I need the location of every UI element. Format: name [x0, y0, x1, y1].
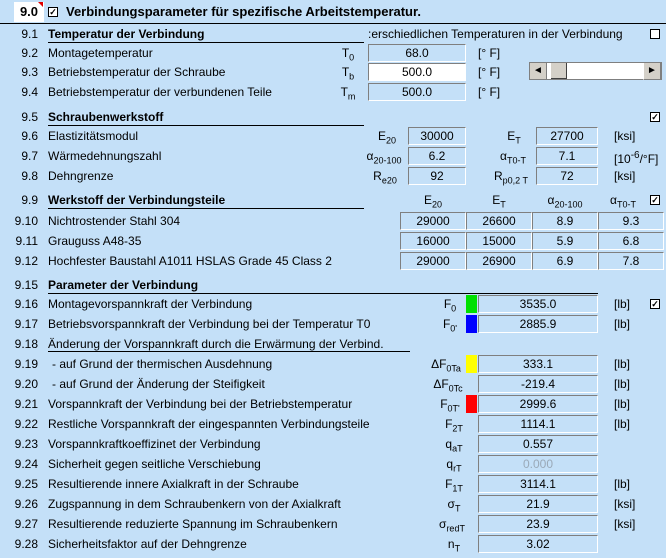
unit-label: [° F] [478, 65, 501, 79]
symbol-sub: 20-100 [373, 155, 402, 166]
column-sub: 20 [432, 199, 443, 210]
curve-color-blue-marker [466, 315, 477, 333]
symbol-sub: p0,2 T [502, 175, 529, 186]
column-sub: T [500, 199, 506, 210]
operating-preload-t0-value: 2885.9 [478, 315, 598, 333]
row-number: 9.2 [21, 46, 38, 60]
table-row [0, 211, 666, 231]
row-number: 9.28 [14, 537, 38, 551]
symbol-sub: rT [453, 463, 462, 474]
table-row [0, 251, 666, 271]
unit-label: [lb] [614, 477, 631, 491]
row-number: 9.24 [14, 457, 38, 471]
section-label-parts-material: Werkstoff der Verbindungsteile [48, 193, 226, 207]
tensile-stress-value: 21.9 [478, 495, 598, 513]
symbol-main: T [340, 85, 348, 99]
yield-strength-rp02t-value: 72 [536, 167, 598, 185]
symbol-main: α [366, 149, 374, 163]
row-number: 9.3 [21, 65, 38, 79]
column-symbol: α [547, 193, 555, 207]
row-9-9 [0, 190, 666, 210]
row-number: 9.17 [14, 317, 38, 331]
row-9-25 [0, 474, 666, 494]
symbol-main: ΔF [433, 377, 449, 391]
slider-left-arrow-icon[interactable]: ◄ [530, 63, 547, 80]
row-9-27 [0, 514, 666, 534]
tensile-stress-label: Zugspannung in dem Schraubenkern von der Axialkraft [48, 497, 341, 511]
unit-label: [° F] [478, 46, 501, 60]
row-9-16 [0, 294, 666, 314]
symbol-sub: 1T [452, 483, 463, 494]
symbol-main: E [507, 129, 516, 143]
residual-preload-label: Restliche Vorspannkraft der eingespannten Verbindungsteile [48, 417, 370, 431]
row-number: 9.23 [14, 437, 38, 451]
unit-label: [lb] [614, 357, 631, 371]
material-alpha-20-100: 5.9 [532, 232, 598, 250]
row-9-19 [0, 354, 666, 374]
row-number: 9.10 [14, 214, 38, 228]
material-et: 15000 [466, 232, 532, 250]
symbol-main: R [493, 169, 503, 183]
row-number: 9.25 [14, 477, 38, 491]
symbol-sub: 0Ta [446, 363, 461, 374]
material-name: Nichtrostender Stahl 304 [48, 214, 181, 228]
section-header [0, 0, 666, 24]
row-9-1 [0, 24, 666, 44]
row-9-21 [0, 394, 666, 414]
thermal-expansion-t0-t-value: 7.1 [536, 147, 598, 165]
material-et: 26600 [466, 212, 532, 230]
thermal-expansion-change-label: - auf Grund der thermischen Ausdehnung [52, 357, 273, 371]
row-9-17 [0, 314, 666, 334]
symbol-sub: T [515, 135, 521, 146]
row-number: 9.22 [14, 417, 38, 431]
parts-material-checkbox[interactable]: ✓ [651, 195, 659, 205]
symbol-sub: 0Tc [448, 383, 463, 394]
comment-indicator-icon [38, 2, 43, 7]
unit-label: [ksi] [614, 169, 636, 183]
row-9-28 [0, 534, 666, 554]
unit-label: [lb] [614, 317, 631, 331]
symbol-rp02t [486, 166, 536, 190]
symbol-main: F [442, 317, 451, 331]
symbol-main: ΔF [431, 357, 447, 371]
symbol-main: σ [439, 517, 447, 531]
material-name: Hochfester Baustahl A1011 HSLAS Grade 45 Class 2 [48, 254, 332, 268]
unit-label: [lb] [614, 377, 631, 391]
section-label-joint-parameters: Parameter der Verbindung [48, 278, 199, 292]
symbol-re20 [362, 166, 408, 190]
curve-color-yellow-marker [466, 355, 477, 373]
assembly-temperature-label: Montagetemperatur [48, 46, 153, 60]
yield-strength-label: Dehngrenze [48, 169, 114, 183]
different-temperatures-checkbox[interactable] [650, 29, 660, 39]
parts-operating-temperature-value: 500.0 [368, 83, 466, 101]
unit-label: [ksi] [614, 517, 636, 531]
preload-coefficient-value: 0.557 [478, 435, 598, 453]
column-sub: 20-100 [554, 199, 583, 210]
column-sub: T0-T [616, 199, 636, 210]
curve-color-green-marker [466, 295, 477, 313]
symbol-main: σ [447, 497, 455, 511]
symbol-main: R [373, 169, 382, 183]
thermal-expansion-label: Wärmedehnungszahl [48, 149, 162, 163]
symbol-sub: m [347, 91, 356, 102]
row-9-23 [0, 434, 666, 454]
preload-coefficient-label: Vorspannkraftkoeffizinet der Verbindung [48, 437, 261, 451]
unit-prefix: [10 [614, 152, 631, 166]
row-9-26 [0, 494, 666, 514]
symbol-sub: 0 [349, 52, 355, 63]
heading-underline [48, 351, 410, 352]
material-alpha-20-100: 8.9 [532, 212, 598, 230]
row-9-7 [0, 146, 666, 166]
column-symbol: E [423, 193, 432, 207]
preload-change-heading: Änderung der Vorspannkraft durch die Erwärmung der Verbind. [48, 337, 384, 351]
section-label-temperature: Temperatur der Verbindung [48, 27, 205, 41]
row-number: 9.12 [14, 254, 38, 268]
symbol-sub: 2T [452, 423, 463, 434]
stiffness-change-value: -219.4 [478, 375, 598, 393]
symbol-sub: aT [452, 443, 463, 454]
yield-safety-factor-label: Sicherheitsfaktor auf der Dehngrenze [48, 537, 247, 551]
elastic-modulus-et-value: 27700 [536, 127, 598, 145]
row-9-5 [0, 107, 666, 127]
column-symbol: α [610, 193, 617, 207]
row-number: 9.4 [21, 85, 38, 99]
symbol-sub: redT [446, 523, 465, 534]
assembly-preload-checkbox[interactable]: ✓ [651, 299, 659, 309]
symbol-sub: T [454, 543, 461, 554]
symbol-main: E [377, 129, 386, 143]
row-number: 9.15 [14, 278, 38, 292]
lateral-slip-safety-label: Sicherheit gegen seitliche Verschiebung [48, 457, 261, 471]
row-number: 9.16 [14, 297, 38, 311]
thermal-expansion-change-value: 333.1 [478, 355, 598, 373]
symbol-tm [330, 82, 366, 106]
row-9-20 [0, 374, 666, 394]
material-alpha-20-100: 6.9 [532, 252, 598, 270]
assembly-preload-value: 3535.0 [478, 295, 598, 313]
section-label-bolt-material: Schraubenwerkstoff [48, 110, 164, 124]
curve-color-red-marker [466, 395, 477, 413]
symbol-main: n [447, 537, 455, 551]
row-number: 9.8 [21, 169, 38, 183]
material-alpha-t0-t: 7.8 [598, 252, 664, 270]
unit-suffix: /°F] [639, 152, 659, 166]
elastic-modulus-label: Elastizitätsmodul [48, 129, 139, 143]
row-9-24 [0, 454, 666, 474]
row-number: 9.11 [15, 234, 38, 248]
row-number: 9.19 [14, 357, 38, 371]
symbol-main: F [440, 397, 448, 411]
assembly-temperature-value: 68.0 [368, 44, 466, 62]
unit-label: [lb] [614, 297, 631, 311]
symbol-sub: T [454, 503, 461, 514]
row-9-15 [0, 275, 666, 295]
material-e20: 16000 [400, 232, 466, 250]
symbol-sub: T0-T [506, 155, 526, 166]
symbol-nt [436, 534, 472, 558]
slider-right-arrow-icon[interactable]: ► [643, 63, 661, 80]
symbol-sub: b [349, 71, 355, 82]
unit-label: [lb] [614, 397, 631, 411]
symbol-main: T [341, 65, 350, 79]
row-number: 9.7 [21, 149, 38, 163]
unit-exponent: -6 [630, 150, 640, 161]
yield-strength-re20-value: 92 [408, 167, 466, 185]
bolt-operating-temperature-input[interactable]: 500.0 [368, 63, 466, 81]
residual-preload-value: 1114.1 [478, 415, 598, 433]
temperature-slider[interactable] [529, 62, 662, 80]
material-et: 26900 [466, 252, 532, 270]
bolt-operating-temperature-label: Betriebstemperatur der Schraube [48, 65, 226, 79]
symbol-sub: 20 [386, 135, 397, 146]
section-underline [48, 208, 364, 209]
assembly-preload-label: Montagevorspannkraft der Verbindung [48, 297, 253, 311]
operating-preload-label: Vorspannkraft der Verbindung bei der Betriebstemperatur [48, 397, 353, 411]
row-number: 9.6 [21, 129, 38, 143]
thermal-expansion-20-100-value: 6.2 [408, 147, 466, 165]
resultant-axial-force-label: Resultierende innere Axialkraft in der Schraube [48, 477, 299, 491]
row-9-6 [0, 126, 666, 146]
parts-operating-temperature-label: Betriebstemperatur der verbundenen Teile [48, 85, 272, 99]
material-name: Grauguss A48-35 [48, 234, 142, 248]
row-number: 9.20 [14, 377, 38, 391]
symbol-main: q [446, 457, 454, 471]
unit-label: [° F] [478, 85, 501, 99]
symbol-main: F [443, 297, 452, 311]
material-alpha-t0-t: 6.8 [598, 232, 664, 250]
material-alpha-t0-t: 9.3 [598, 212, 664, 230]
symbol-sub: 0 [451, 303, 457, 314]
reduced-stress-label: Resultierende reduzierte Spannung im Schraubenkern [48, 517, 338, 531]
symbol-main: T [341, 46, 350, 60]
section-number: 9.0 [14, 2, 44, 22]
symbol-sub: e20 [381, 175, 397, 186]
row-number: 9.9 [21, 193, 38, 207]
unit-label: [ksi] [614, 129, 636, 143]
operating-preload-value: 2999.6 [478, 395, 598, 413]
bolt-material-checkbox[interactable]: ✓ [651, 112, 659, 122]
symbol-main: α [500, 149, 507, 163]
symbol-sub: 0T' [447, 403, 460, 414]
different-temperatures-option-label: :erschiedlichen Temperaturen in der Verbindung [368, 27, 623, 41]
material-e20: 29000 [400, 252, 466, 270]
section-enable-checkbox[interactable]: ✓ [49, 7, 57, 17]
reduced-stress-value: 23.9 [478, 515, 598, 533]
section-title: Verbindungsparameter für spezifische Arbeitstemperatur. [66, 4, 421, 19]
symbol-main: F [445, 417, 453, 431]
unit-label: [lb] [614, 417, 631, 431]
row-9-2 [0, 43, 666, 63]
material-e20: 29000 [400, 212, 466, 230]
resultant-axial-force-value: 3114.1 [478, 475, 598, 493]
table-row [0, 231, 666, 251]
row-number: 9.18 [14, 337, 38, 351]
yield-safety-factor-value: 3.02 [478, 535, 598, 553]
unit-label: [ksi] [614, 497, 636, 511]
lateral-slip-safety-value: 0.000 [478, 455, 598, 473]
row-9-4 [0, 82, 666, 102]
slider-thumb[interactable] [551, 63, 567, 79]
row-number: 9.1 [21, 27, 38, 41]
symbol-main: q [445, 437, 453, 451]
row-number: 9.21 [14, 397, 38, 411]
row-9-8 [0, 166, 666, 186]
elastic-modulus-e20-value: 30000 [408, 127, 466, 145]
column-symbol: E [492, 193, 501, 207]
row-number: 9.5 [21, 110, 38, 124]
row-9-22 [0, 414, 666, 434]
symbol-main: F [445, 477, 453, 491]
row-number: 9.27 [14, 517, 38, 531]
stiffness-change-label: - auf Grund der Änderung der Steifigkeit [52, 377, 265, 391]
symbol-sub: 0' [450, 323, 458, 334]
operating-preload-t0-label: Betriebsvorspannkraft der Verbindung bei der Temperatur T0 [48, 317, 371, 331]
row-9-18 [0, 334, 666, 354]
row-number: 9.26 [14, 497, 38, 511]
